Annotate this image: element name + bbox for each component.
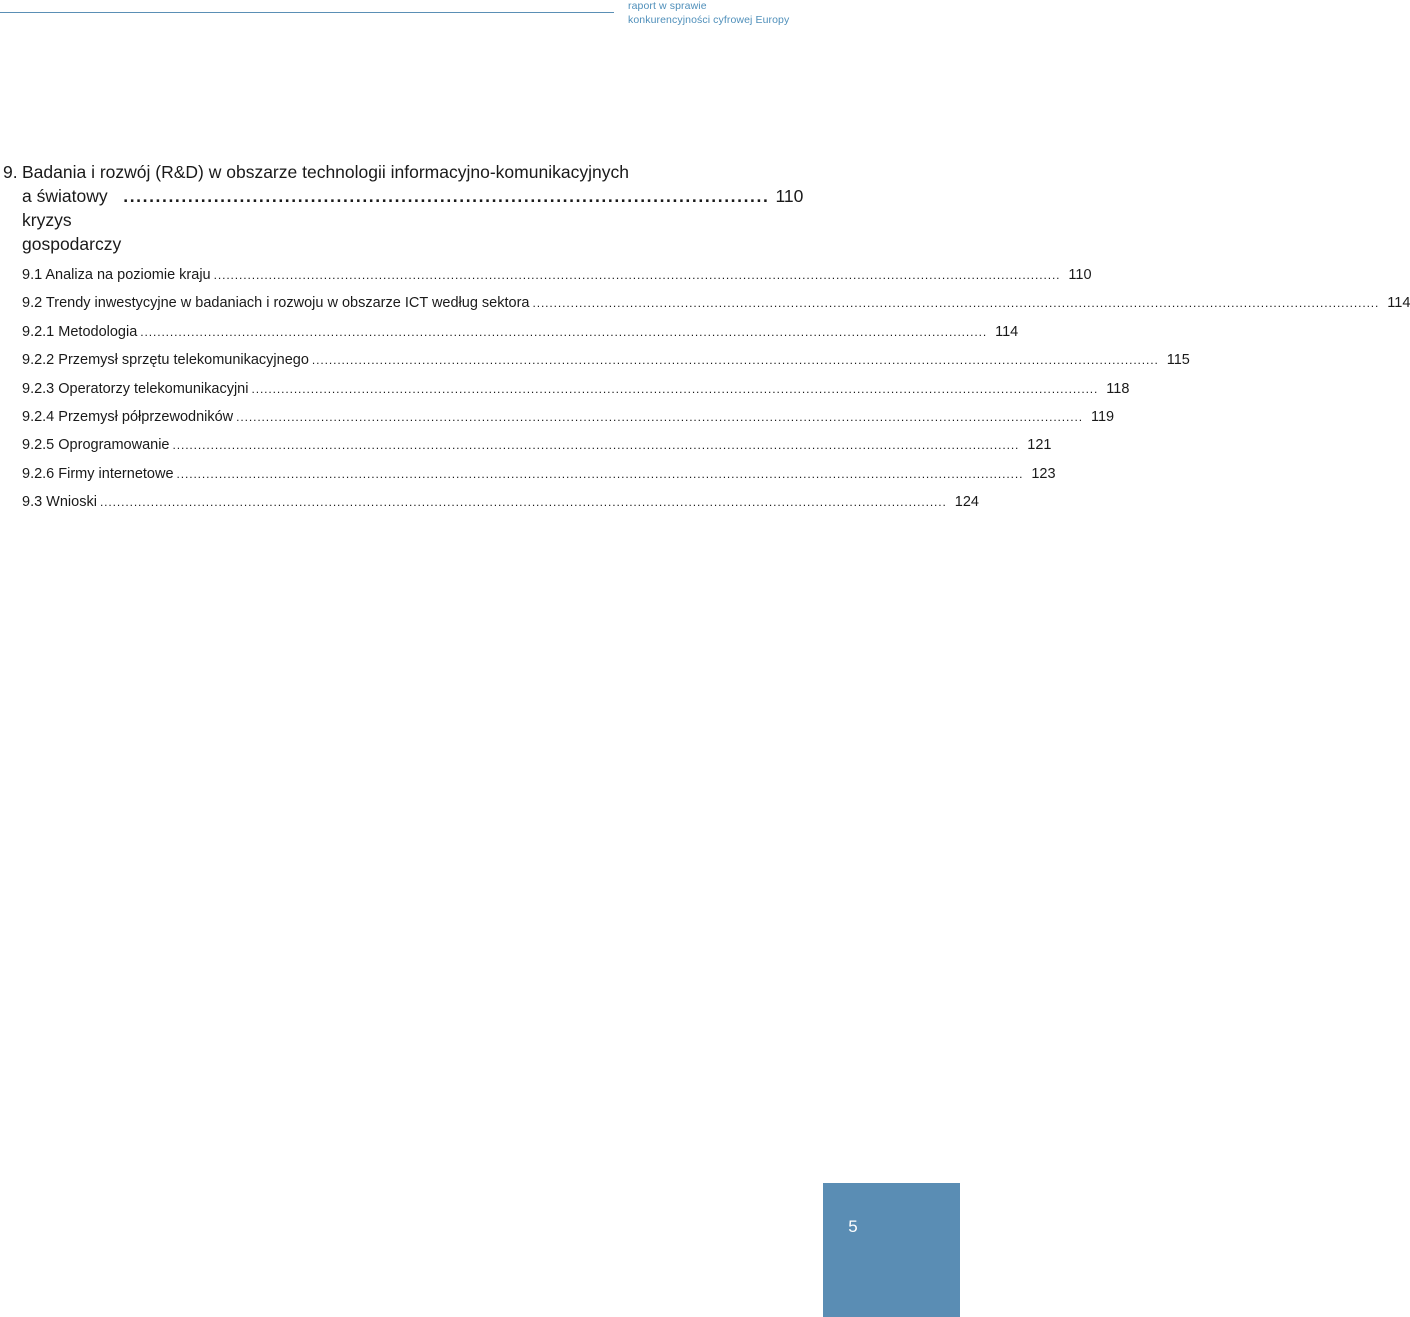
chapter-number: 9. (3, 162, 18, 182)
toc-entry-list (0, 261, 1410, 517)
toc-entry-page-number: 119 (1090, 408, 1115, 425)
toc-entry-label: 9.3 Wnioski (22, 494, 97, 511)
toc-entry[interactable] (0, 289, 1410, 317)
page-number: 5 (848, 1217, 858, 1236)
toc-entry-page-number: 115 (1166, 352, 1190, 369)
toc-entry-label: 9.2.1 Metodologia (22, 323, 138, 340)
chapter-title-line1: Badania i rozwój (R&D) w obszarze technologii informacyjno-komunikacyjnych (22, 162, 629, 182)
toc-entry[interactable] (0, 488, 979, 516)
toc-entry[interactable] (0, 261, 1092, 289)
dot-leader: ........................................................................................................................................................................................................ (213, 268, 1061, 282)
toc-entry-label: 9.2.5 Oprogramowanie (22, 437, 170, 454)
toc-entry-page-number: 110 (1068, 267, 1092, 283)
dot-leader: ........................................................................................................................................................................................................ (311, 353, 1159, 368)
page-number-box (823, 1183, 960, 1317)
dot-leader: ........................................................................................................................................................................................................ (99, 495, 947, 510)
chapter-page-number: 110 (775, 186, 804, 206)
dot-leader: .................................................................................................... (123, 186, 770, 206)
header-title-line2: konkurencyjności cyfrowej Europy (628, 13, 790, 26)
header-title (628, 0, 789, 27)
toc-entry[interactable] (0, 431, 1052, 459)
toc-entry[interactable] (0, 460, 1056, 488)
dot-leader: ........................................................................................................................................................................................................ (236, 409, 1083, 424)
toc-entry-label: 9.2.4 Przemysł półprzewodników (22, 408, 234, 425)
chapter-title-line2: a światowy kryzys gospodarczy (22, 186, 122, 254)
toc-entry-page-number: 121 (1027, 437, 1052, 454)
dot-leader: ........................................................................................................................................................................................................ (251, 381, 1099, 396)
toc-entry-label: 9.2.2 Przemysł sprzętu telekomunikacyjnego (22, 352, 309, 369)
toc-entry-label: 9.2.3 Operatorzy telekomunikacyjni (22, 380, 249, 397)
toc-entry-label: 9.2 Trendy inwestycyjne w badaniach i rozwoju w obszarze ICT według sektora (22, 295, 530, 312)
toc-entry[interactable] (0, 403, 1115, 431)
toc-entry[interactable] (0, 318, 1019, 346)
toc-entry-page-number: 114 (1387, 295, 1410, 312)
toc-entry-page-number: 114 (995, 323, 1019, 340)
toc-entry[interactable] (0, 346, 1190, 374)
header-title-line1: raport w sprawie (628, 0, 707, 12)
toc-chapter[interactable] (0, 160, 804, 256)
toc-entry-page-number: 118 (1106, 380, 1130, 397)
dot-leader: ........................................................................................................................................................................................................ (140, 324, 988, 339)
dot-leader: ........................................................................................................................................................................................................ (532, 296, 1380, 311)
toc-entry[interactable] (0, 375, 1130, 403)
dot-leader: ........................................................................................................................................................................................................ (172, 438, 1020, 453)
toc-entry-label: 9.2.6 Firmy internetowe (22, 465, 174, 482)
toc-entry-page-number: 124 (954, 494, 979, 511)
header-rule (0, 12, 614, 13)
table-of-contents (0, 160, 1410, 517)
toc-entry-page-number: 123 (1031, 465, 1056, 482)
toc-entry-label: 9.1 Analiza na poziomie kraju (22, 267, 211, 283)
dot-leader: ........................................................................................................................................................................................................ (176, 466, 1024, 481)
